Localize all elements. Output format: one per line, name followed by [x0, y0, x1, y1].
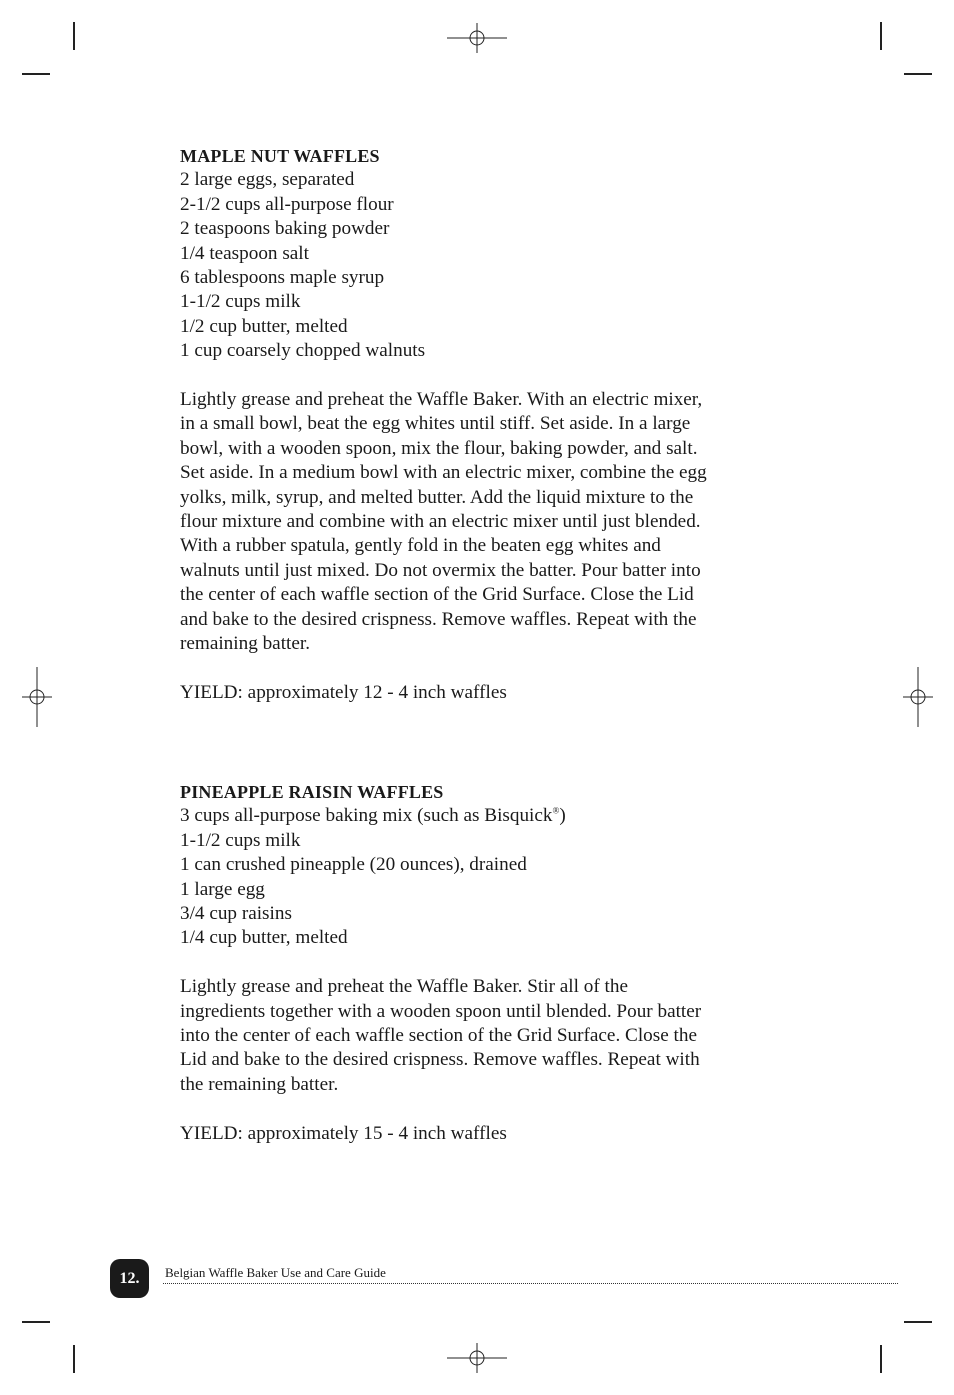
recipe-title: MAPLE NUT WAFFLES [180, 146, 380, 166]
ingredient-item: 2-1/2 cups all-purpose flour [180, 193, 394, 215]
ingredient-item: 6 tablespoons maple syrup [180, 267, 385, 289]
registration-mark-icon [903, 667, 933, 727]
ingredient-item: 1/4 cup butter, melted [180, 927, 348, 949]
instruction-line: into the center of each waffle section of the Grid Surface. Close the [180, 1025, 697, 1047]
ingredient-item: 1-1/2 cups milk [180, 829, 301, 851]
recipe-yield: YIELD: approximately 15 - 4 inch waffles [180, 1122, 507, 1144]
ingredient-list [180, 804, 810, 950]
registration-mark-icon [447, 23, 507, 53]
recipe-maple-nut-waffles [180, 144, 810, 705]
instruction-line: Lightly grease and preheat the Waffle Baker. Stir all of the [180, 976, 628, 998]
crop-mark [73, 22, 75, 50]
ingredient-item: 2 teaspoons baking powder [180, 218, 390, 240]
instruction-line: Lightly grease and preheat the Waffle Baker. With an electric mixer, [180, 389, 703, 411]
ingredient-list [180, 168, 810, 363]
ingredient-item: 1-1/2 cups milk [180, 291, 301, 313]
recipe-instructions [180, 388, 810, 656]
instruction-line: ingredients together with a wooden spoon until blended. Pour batter [180, 1000, 702, 1022]
ingredient-item: 1/4 teaspoon salt [180, 242, 309, 264]
ingredient-text-close: ) [559, 805, 566, 827]
recipe-pineapple-raisin-waffles [180, 780, 810, 1146]
registration-mark-icon [22, 667, 52, 727]
crop-mark [22, 1321, 50, 1323]
ingredient-item: 2 large eggs, separated [180, 169, 355, 191]
ingredient-text: 3 cups all-purpose baking mix (such as Bisquick [180, 805, 553, 827]
instruction-line: With a rubber spatula, gently fold in the beaten egg whites and [180, 535, 661, 557]
instruction-line: Set aside. In a medium bowl with an electric mixer, combine the egg [180, 462, 707, 484]
crop-mark [880, 22, 882, 50]
footer-dotted-rule [163, 1283, 898, 1284]
instruction-line: flour mixture and combine with an electric mixer until just blended. [180, 511, 701, 533]
page-number-badge: 12. [110, 1259, 149, 1298]
recipe-instructions [180, 975, 810, 1097]
crop-mark [904, 73, 932, 75]
instruction-line: yolks, milk, syrup, and melted butter. Add the liquid mixture to the [180, 486, 694, 508]
registered-mark: ® [552, 806, 560, 817]
ingredient-item: 1 large egg [180, 878, 265, 900]
instruction-line: the center of each waffle section of the Grid Surface. Close the Lid [180, 584, 694, 606]
instruction-line: and bake to the desired crispness. Remove waffles. Repeat with the [180, 608, 697, 630]
ingredient-item: 3/4 cup raisins [180, 903, 292, 925]
instruction-line: the remaining batter. [180, 1073, 339, 1095]
instruction-line: in a small bowl, beat the egg whites until stiff. Set aside. In a large [180, 413, 691, 435]
crop-mark [880, 1345, 882, 1373]
instruction-line: remaining batter. [180, 633, 311, 655]
registration-mark-icon [447, 1343, 507, 1373]
ingredient-item [180, 804, 810, 828]
crop-mark [22, 73, 50, 75]
crop-mark [73, 1345, 75, 1373]
footer-guide-title: Belgian Waffle Baker Use and Care Guide [165, 1265, 386, 1280]
recipe-title: PINEAPPLE RAISIN WAFFLES [180, 782, 444, 802]
crop-mark [904, 1321, 932, 1323]
ingredient-item: 1 cup coarsely chopped walnuts [180, 340, 426, 362]
instruction-line: walnuts until just mixed. Do not overmix the batter. Pour batter into [180, 559, 701, 581]
ingredient-item: 1/2 cup butter, melted [180, 315, 348, 337]
instruction-line: Lid and bake to the desired crispness. Remove waffles. Repeat with [180, 1049, 700, 1071]
instruction-line: bowl, with a wooden spoon, mix the flour, baking powder, and salt. [180, 437, 698, 459]
ingredient-item: 1 can crushed pineapple (20 ounces), drained [180, 854, 527, 876]
recipe-yield: YIELD: approximately 12 - 4 inch waffles [180, 681, 507, 703]
